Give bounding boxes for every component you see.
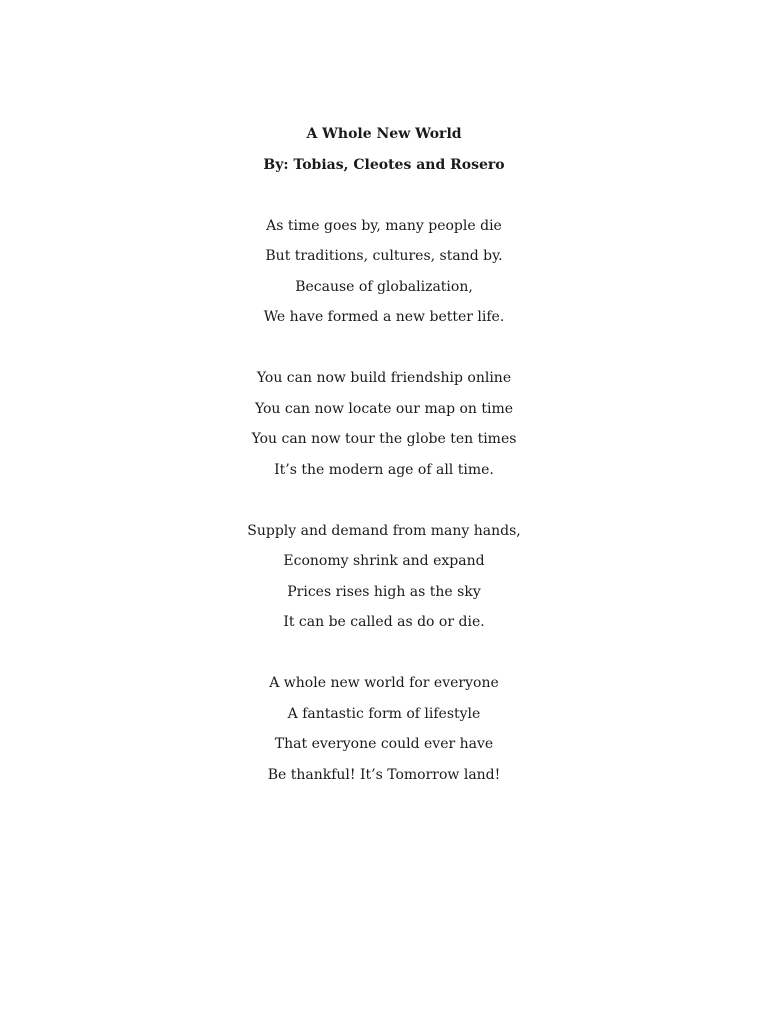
poem-byline: By: Tobias, Cleotes and Rosero [263,156,505,173]
poem-line: It can be called as do or die. [283,614,485,630]
poem-line: As time goes by, many people die [266,217,502,234]
stanza-2 [0,363,768,485]
poem-line: Because of globalization, [295,278,473,295]
stanza-spacer [0,638,768,669]
stanza-4 [0,668,768,790]
poem-line: Supply and demand from many hands, [247,522,521,539]
poem-line: You can now build friendship online [256,370,512,386]
poem [0,119,768,790]
poem-line: But traditions, cultures, stand by. [265,248,503,264]
poem-line: You can now tour the globe ten times [251,431,517,447]
poem-title: A Whole New World [306,126,462,142]
poem-line: That everyone could ever have [274,736,494,752]
stanza-spacer [0,333,768,364]
poem-line: We have formed a new better life. [263,309,505,325]
poem-line: Be thankful! It’s Tomorrow land! [267,766,501,783]
poem-line: You can now locate our map on time [254,400,514,417]
stanza-spacer [0,485,768,516]
poem-line: A fantastic form of lifestyle [287,705,481,722]
poem-line: Economy shrink and expand [283,553,485,569]
poem-line: Prices rises high as the sky [287,583,481,600]
poem-line: A whole new world for everyone [269,675,499,691]
stanza-3 [0,516,768,638]
stanza-spacer [0,180,768,211]
stanza-1 [0,211,768,333]
poem-line: It’s the modern age of all time. [274,461,494,478]
